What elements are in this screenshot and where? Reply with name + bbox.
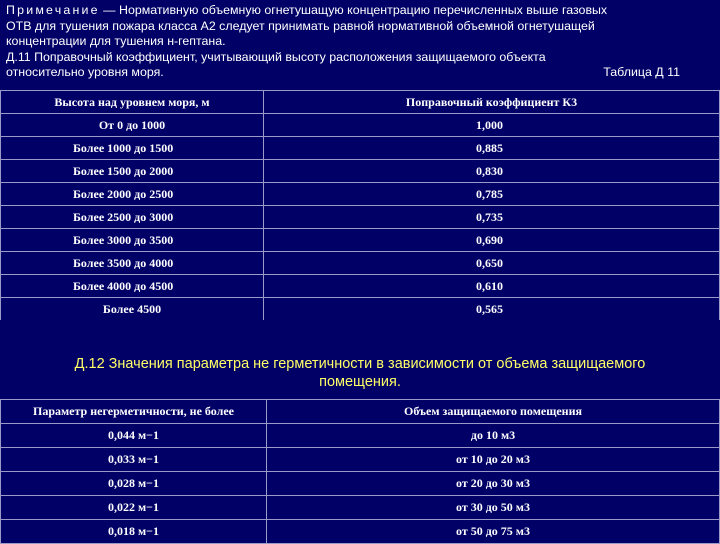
table-row: [1, 275, 720, 298]
note-line-5-text: относительно уровня моря.: [6, 65, 164, 79]
table-row: [1, 160, 720, 183]
table-d11: [0, 90, 720, 320]
table-cell-height: Более 4500: [1, 298, 264, 321]
table-cell-volume: до 10 м3: [267, 424, 720, 448]
table-row: [1, 496, 720, 520]
note-line-2: ОТВ для тушения пожара класса А2 следует принимать равной нормативной объемной огнетушащей: [6, 18, 595, 33]
table-cell-coefficient: 0,785: [264, 183, 720, 206]
table-d12-header-volume: Объем защищаемого помещения: [267, 400, 720, 424]
table-cell-height: Более 3500 до 4000: [1, 252, 264, 275]
table-cell-coefficient: 0,690: [264, 229, 720, 252]
table-row: [1, 424, 720, 448]
note-line-1: [6, 3, 714, 19]
table-cell-coefficient: 0,735: [264, 206, 720, 229]
table-cell-height: Более 2000 до 2500: [1, 183, 264, 206]
note-line-4: Д.11 Поправочный коэффициент, учитывающий высоту расположения защищаемого объекта: [6, 49, 546, 64]
table-row: [1, 448, 720, 472]
table-cell-volume: от 50 до 75 м3: [267, 520, 720, 544]
table-cell-parameter: 0,018 м−1: [1, 520, 267, 544]
note-keyword: Примечание: [6, 3, 100, 17]
table-cell-height: Более 3000 до 3500: [1, 229, 264, 252]
table-d12: [0, 399, 720, 544]
table-row: [1, 252, 720, 275]
table-cell-height: Более 2500 до 3000: [1, 206, 264, 229]
table-cell-height: Более 4000 до 4500: [1, 275, 264, 298]
table-cell-height: От 0 до 1000: [1, 114, 264, 137]
table-row: [1, 206, 720, 229]
table-row: [1, 114, 720, 137]
table-d12-header-parameter: Параметр негерметичности, не более: [1, 400, 267, 424]
table-cell-coefficient: 0,650: [264, 252, 720, 275]
table-cell-coefficient: 1,000: [264, 114, 720, 137]
table-cell-coefficient: 0,885: [264, 137, 720, 160]
table-cell-height: Более 1000 до 1500: [1, 137, 264, 160]
table-d11-label: Таблица Д 11: [603, 65, 680, 79]
table-cell-coefficient: 0,830: [264, 160, 720, 183]
table-row: [1, 137, 720, 160]
note-line-3: концентрации для тушения н-гептана.: [6, 34, 226, 48]
note-line-1-text: — Нормативную объемную огнетушащую концентрацию перечисленных выше газовых: [99, 3, 608, 17]
table-cell-parameter: 0,044 м−1: [1, 424, 267, 448]
table-row: [1, 183, 720, 206]
table-d12-header: [1, 400, 720, 424]
table-d11-header: [1, 91, 720, 114]
table-cell-parameter: 0,022 м−1: [1, 496, 267, 520]
table-cell-volume: от 20 до 30 м3: [267, 472, 720, 496]
table-cell-parameter: 0,033 м−1: [1, 448, 267, 472]
section-d12-title-line-2: помещения.: [319, 374, 401, 390]
note-block: [6, 3, 714, 81]
table-d11-header-height: Высота над уровнем моря, м: [1, 91, 264, 114]
table-cell-parameter: 0,028 м−1: [1, 472, 267, 496]
table-row: [1, 298, 720, 321]
table-cell-coefficient: 0,565: [264, 298, 720, 321]
table-row: [1, 472, 720, 496]
table-d11-header-coefficient: Поправочный коэффициент К3: [264, 91, 720, 114]
table-cell-height: Более 1500 до 2000: [1, 160, 264, 183]
table-cell-volume: от 30 до 50 м3: [267, 496, 720, 520]
note-line-5: [6, 65, 714, 81]
section-d12-title: [0, 355, 720, 391]
table-cell-volume: от 10 до 20 м3: [267, 448, 720, 472]
table-cell-coefficient: 0,610: [264, 275, 720, 298]
section-d12-title-line-1: Д.12 Значения параметра не герметичности в зависимости от объема защищаемого: [74, 356, 646, 372]
table-row: [1, 229, 720, 252]
